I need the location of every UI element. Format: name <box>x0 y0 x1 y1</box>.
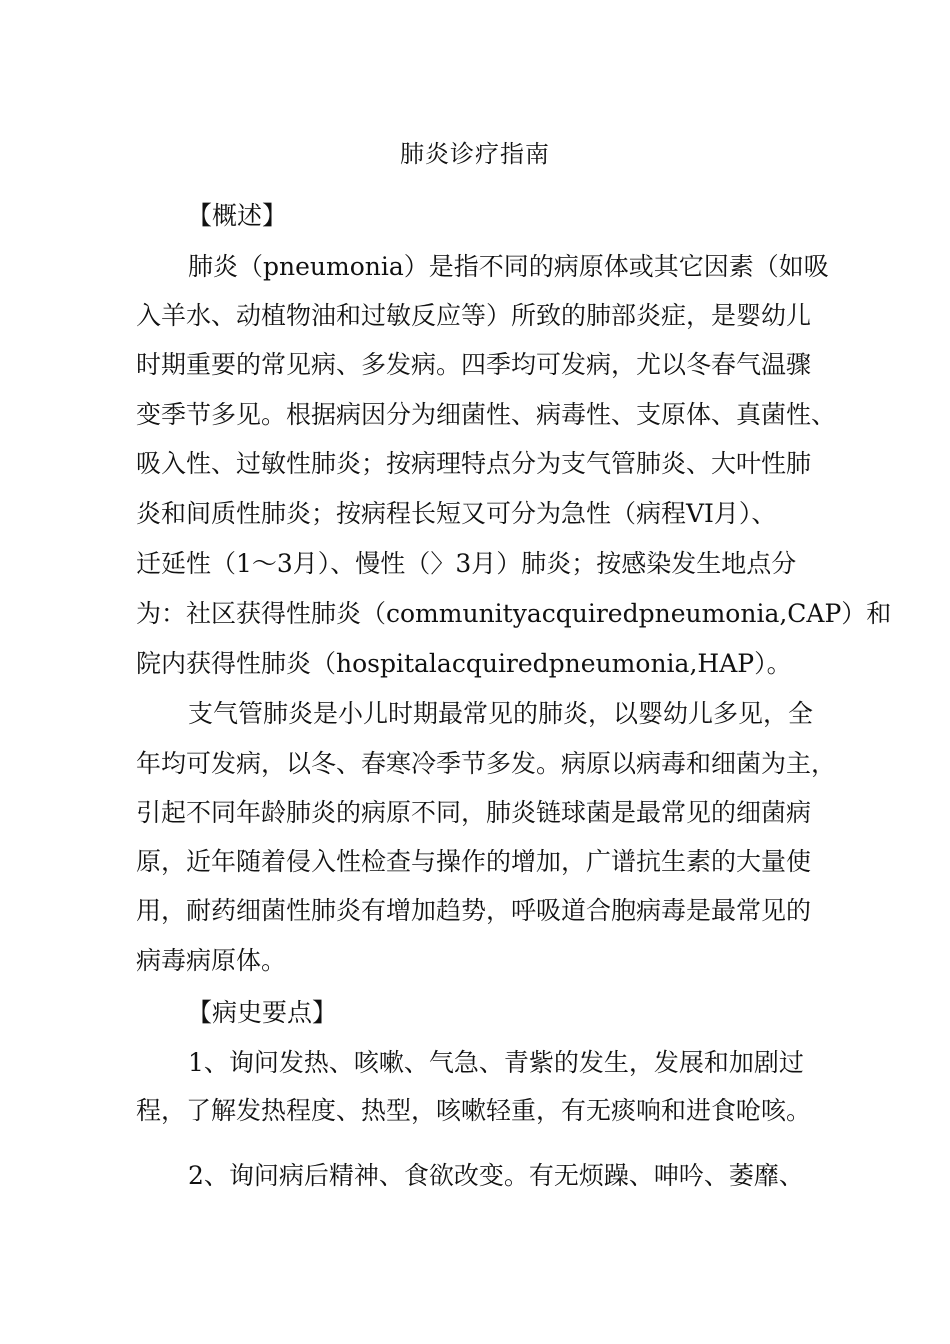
paragraph-line: 引起不同年龄肺炎的病原不同，肺炎链球菌是最常见的细菌病 <box>136 798 812 827</box>
section-heading-history: 【病史要点】 <box>187 998 338 1027</box>
paragraph-line: 为：社区获得性肺炎（communityacquiredpneumonia,CAP）和 <box>136 599 892 628</box>
paragraph-line: 吸入性、过敏性肺炎；按病理特点分为支气管肺炎、大叶性肺 <box>136 449 812 478</box>
paragraph-line: 程，了解发热程度、热型，咳嗽轻重，有无痰响和进食呛咳。 <box>136 1096 812 1125</box>
paragraph-line: 原，近年随着侵入性检查与操作的增加，广谱抗生素的大量使 <box>136 847 812 876</box>
document-title: 肺炎诊疗指南 <box>400 140 550 168</box>
paragraph-line: 院内获得性肺炎（hospitalacquiredpneumonia,HAP）。 <box>136 649 792 678</box>
paragraph-line: 变季节多见。根据病因分为细菌性、病毒性、支原体、真菌性、 <box>136 400 837 429</box>
paragraph-line: 炎和间质性肺炎；按病程长短又可分为急性（病程VI月）、 <box>136 499 777 528</box>
paragraph-line: 用，耐药细菌性肺炎有增加趋势，呼吸道合胞病毒是最常见的 <box>136 896 812 925</box>
paragraph-line: 支气管肺炎是小儿时期最常见的肺炎，以婴幼儿多见，全 <box>188 699 814 728</box>
paragraph-line: 入羊水、动植物油和过敏反应等）所致的肺部炎症，是婴幼儿 <box>136 301 812 330</box>
paragraph-line: 时期重要的常见病、多发病。四季均可发病，尤以冬春气温骤 <box>136 350 812 379</box>
paragraph-line: 1、询问发热、咳嗽、气急、青紫的发生，发展和加剧过 <box>188 1048 804 1077</box>
paragraph-line: 肺炎（pneumonia）是指不同的病原体或其它因素（如吸 <box>188 252 829 281</box>
paragraph-line: 病毒病原体。 <box>136 946 287 975</box>
paragraph-line: 年均可发病，以冬、春寒冷季节多发。病原以病毒和细菌为主， <box>136 749 837 778</box>
paragraph-line: 迁延性（1〜3月）、慢性（〉3月）肺炎；按感染发生地点分 <box>136 549 797 578</box>
paragraph-line: 2、询问病后精神、食欲改变。有无烦躁、呻吟、萎靡、 <box>188 1161 804 1190</box>
section-heading-overview: 【概述】 <box>187 201 288 230</box>
